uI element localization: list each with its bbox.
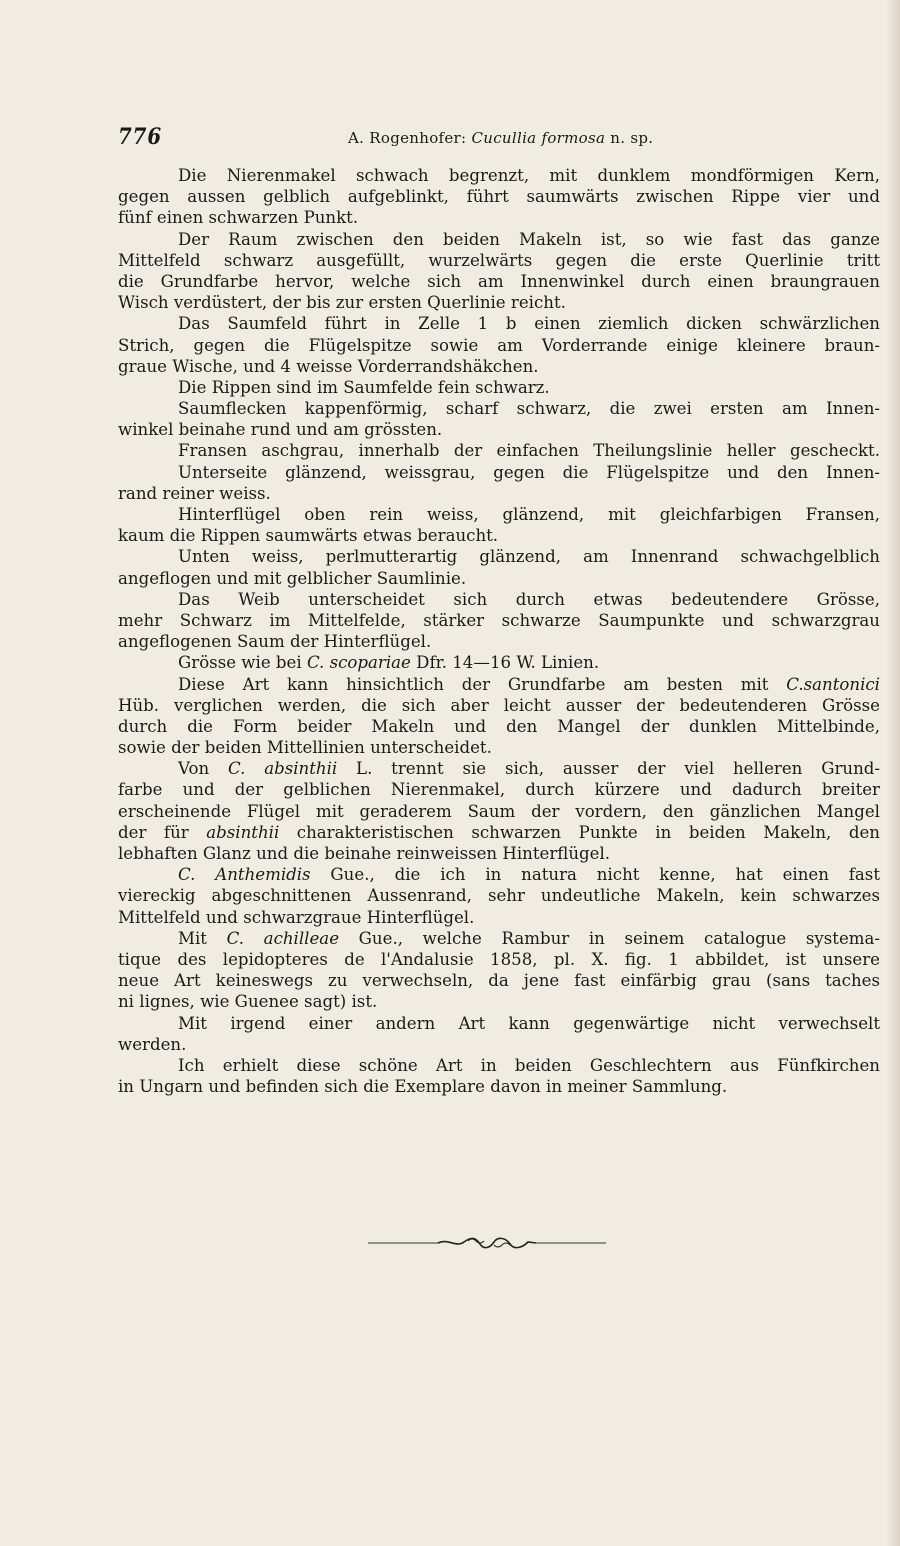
- text-line: [118, 440, 880, 461]
- text-line-content: Saumflecken kappenförmig, scharf schwarz, die zwei ersten am Innen-: [178, 399, 880, 419]
- text-line: [118, 674, 880, 695]
- text-line: [118, 928, 880, 949]
- text-line: [118, 250, 880, 271]
- text-line-content: farbe und der gelblichen Nierenmakel, durch kürzere und dadurch breiter: [118, 780, 880, 800]
- running-head-species: Cucullia formosa: [471, 129, 606, 147]
- text-line: [118, 568, 880, 589]
- text-line-content: Mittelfeld und schwarzgraue Hinterflügel.: [118, 907, 475, 927]
- text-line: [118, 398, 880, 419]
- text-line: [118, 207, 880, 228]
- text-line-content: Der Raum zwischen den beiden Makeln ist, so wie fast das ganze: [178, 229, 880, 249]
- text-line: [118, 631, 880, 652]
- text-line-content: Unterseite glänzend, weissgrau, gegen die Flügelspitze und den Innen-: [178, 462, 880, 482]
- text-line: [118, 504, 880, 525]
- text-line-content: Ich erhielt diese schöne Art in beiden Geschlechtern aus Fünfkirchen: [178, 1055, 880, 1075]
- text-line: [118, 313, 880, 334]
- text-line: [118, 822, 880, 843]
- text-line: [118, 991, 880, 1012]
- running-head-author: A. Rogenhofer:: [348, 129, 467, 147]
- text-line-content: Das Weib unterscheidet sich durch etwas bedeutendere Grösse,: [178, 589, 880, 609]
- text-line-content: der für absinthii charakteristischen schwarzen Punkte in beiden Makeln, den: [118, 822, 880, 842]
- running-head: [348, 129, 653, 147]
- text-line-content: Hüb. verglichen werden, die sich aber leicht ausser der bedeutenderen Grösse: [118, 695, 880, 715]
- text-line: [118, 1076, 880, 1097]
- text-line-content: gegen aussen gelblich aufgeblinkt, führt saumwärts zwischen Rippe vier und: [118, 187, 880, 207]
- page-number: 776: [118, 124, 163, 150]
- text-line: [118, 695, 880, 716]
- text-line-content: Die Rippen sind im Saumfelde fein schwarz.: [178, 377, 550, 397]
- text-line: [118, 292, 880, 313]
- running-head-suffix: n. sp.: [610, 129, 654, 147]
- text-line: [118, 462, 880, 483]
- text-line-content: Unten weiss, perlmutterartig glänzend, am Innenrand schwachgelblich: [178, 547, 880, 567]
- body-text: [118, 165, 880, 1097]
- text-line-content: graue Wische, und 4 weisse Vorderrandshäkchen.: [118, 356, 539, 376]
- text-line: [118, 779, 880, 800]
- text-line-content: Von C. absinthii L. trennt sie sich, ausser der viel helleren Grund-: [178, 759, 880, 779]
- text-line-content: Das Saumfeld führt in Zelle 1 b einen ziemlich dicken schwärzlichen: [178, 314, 880, 334]
- text-line: [118, 970, 880, 991]
- text-line-content: tique des lepidopteres de l'Andalusie 1858, pl. X. fig. 1 abbildet, ist unsere: [118, 949, 880, 969]
- text-line: [118, 1055, 880, 1076]
- text-line-content: die Grundfarbe hervor, welche sich am Innenwinkel durch einen braungrauen: [118, 271, 880, 291]
- text-line: [118, 907, 880, 928]
- text-line-content: winkel beinahe rund und am grössten.: [118, 420, 443, 440]
- text-line: [118, 525, 880, 546]
- text-line-content: erscheinende Flügel mit geraderem Saum der vordern, den gänzlichen Mangel: [118, 801, 880, 821]
- text-line: [118, 186, 880, 207]
- page-header: [118, 124, 878, 151]
- text-line-content: Strich, gegen die Flügelspitze sowie am Vorderrande einige kleinere braun-: [118, 335, 880, 355]
- text-line-content: lebhaften Glanz und die beinahe reinweissen Hinterflügel.: [118, 844, 611, 863]
- text-line-content: rand reiner weiss.: [118, 483, 271, 503]
- text-line-content: kaum die Rippen saumwärts etwas beraucht.: [118, 526, 499, 546]
- text-line: [118, 419, 880, 440]
- text-line: [118, 1034, 880, 1055]
- text-line: [118, 758, 880, 779]
- text-line: [118, 716, 880, 737]
- decorative-scroll-rule-icon: [368, 1236, 606, 1250]
- text-line-content: viereckig abgeschnittenen Aussenrand, sehr undeutliche Makeln, kein schwarzes: [118, 886, 880, 906]
- text-line-content: Fransen aschgrau, innerhalb der einfachen Theilungslinie heller gescheckt.: [178, 441, 880, 461]
- text-line-content: werden.: [118, 1034, 187, 1054]
- text-line-content: Die Nierenmakel schwach begrenzt, mit dunklem mondförmigen Kern,: [178, 166, 880, 185]
- text-line: [118, 546, 880, 567]
- page-edge-shadow: [886, 0, 900, 1546]
- text-line-content: Mit C. achilleae Gue., welche Rambur in seinem catalogue systema-: [178, 928, 881, 948]
- text-line-content: sowie der beiden Mittellinien unterscheidet.: [118, 738, 492, 758]
- text-line-content: ni lignes, wie Guenee sagt) ist.: [118, 992, 378, 1012]
- text-line: [118, 949, 880, 970]
- text-line: [118, 165, 880, 186]
- text-line: [118, 589, 880, 610]
- text-line-content: angeflogen und mit gelblicher Saumlinie.: [118, 568, 467, 588]
- text-line-content: Hinterflügel oben rein weiss, glänzend, mit gleichfarbigen Fransen,: [178, 505, 880, 524]
- text-line: [118, 843, 880, 864]
- text-line: [118, 885, 880, 906]
- text-line-content: angeflogenen Saum der Hinterflügel.: [118, 632, 432, 652]
- text-line: [118, 229, 880, 250]
- text-line: [118, 356, 880, 377]
- text-line-content: Grösse wie bei C. scopariae Dfr. 14—16 W. Linien.: [178, 653, 600, 673]
- text-line: [118, 1013, 880, 1034]
- text-line: [118, 737, 880, 758]
- text-line-content: neue Art keineswegs zu verwechseln, da jene fast einfärbig grau (sans taches: [118, 971, 880, 991]
- text-line: [118, 335, 880, 356]
- text-line-content: Wisch verdüstert, der bis zur ersten Querlinie reicht.: [118, 293, 566, 313]
- text-line: [118, 801, 880, 822]
- text-line-content: in Ungarn und befinden sich die Exemplare davon in meiner Sammlung.: [118, 1077, 728, 1097]
- text-line: [118, 377, 880, 398]
- text-line: [118, 271, 880, 292]
- text-line: [118, 652, 880, 673]
- text-line-content: Diese Art kann hinsichtlich der Grundfarbe am besten mit C.santonici: [178, 674, 880, 694]
- text-line-content: mehr Schwarz im Mittelfelde, stärker schwarze Saumpunkte und schwarzgrau: [118, 610, 880, 630]
- text-line-content: durch die Form beider Makeln und den Mangel der dunklen Mittelbinde,: [118, 716, 880, 736]
- text-line-content: Mittelfeld schwarz ausgefüllt, wurzelwärts gegen die erste Querlinie tritt: [118, 250, 880, 270]
- text-line: [118, 610, 880, 631]
- text-line: [118, 864, 880, 885]
- text-line-content: fünf einen schwarzen Punkt.: [118, 208, 359, 228]
- text-line-content: C. Anthemidis Gue., die ich in natura nicht kenne, hat einen fast: [178, 865, 880, 885]
- text-line-content: Mit irgend einer andern Art kann gegenwärtige nicht verwechselt: [178, 1013, 880, 1033]
- text-line: [118, 483, 880, 504]
